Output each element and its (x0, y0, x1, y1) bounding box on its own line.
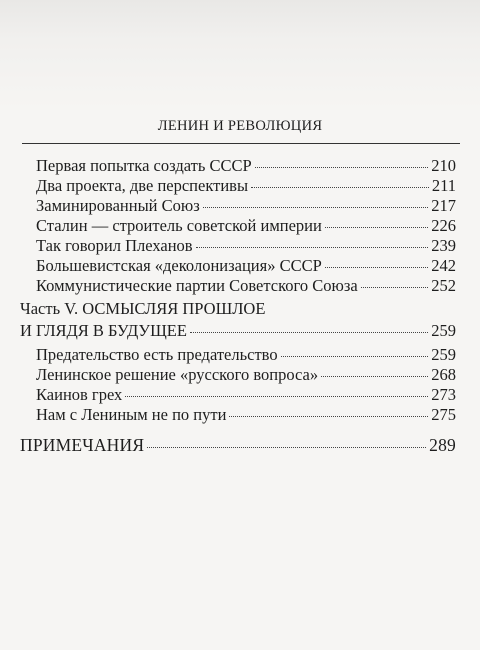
toc-entry-title: Каинов грех (36, 385, 123, 404)
toc-entry-page: 217 (431, 196, 456, 215)
toc-entry-page: 211 (431, 176, 456, 195)
toc-entry-page: 259 (431, 345, 456, 364)
toc-entry (36, 365, 456, 385)
toc-entry-page: 273 (431, 385, 456, 404)
toc-entry (36, 345, 456, 365)
toc-entry (36, 156, 456, 176)
part-heading-page: 259 (431, 321, 456, 340)
toc-entry-page: 226 (431, 216, 456, 235)
toc-entry (36, 405, 456, 425)
part-heading-subtitle: И ГЛЯДЯ В БУДУЩЕЕ (20, 321, 187, 340)
toc-entry-page: 268 (431, 365, 456, 384)
toc-entry-page: 242 (431, 256, 456, 275)
dot-leader (125, 396, 428, 397)
dot-leader (281, 356, 429, 357)
dot-leader (255, 167, 429, 168)
toc-entry (36, 196, 456, 216)
toc-entry (36, 176, 456, 196)
dot-leader (203, 207, 429, 208)
dot-leader (361, 287, 429, 288)
part-heading-title: Часть V. ОСМЫСЛЯЯ ПРОШЛОЕ (20, 299, 266, 318)
running-header: ЛЕНИН И РЕВОЛЮЦИЯ (157, 118, 323, 134)
toc-entry (36, 236, 456, 256)
dot-leader (147, 447, 426, 448)
part-heading-line1 (20, 299, 456, 319)
toc-entry (36, 216, 456, 236)
toc-entry-title: Первая попытка создать СССР (36, 156, 252, 175)
toc-entry-page: 210 (431, 156, 456, 175)
part-heading-line2 (20, 321, 456, 341)
toc-entry (36, 385, 456, 405)
toc-entry-title: Большевистская «деколонизация» СССР (36, 256, 322, 275)
toc-entry-page: 239 (431, 236, 456, 255)
toc-entry-title: Два проекта, две перспективы (36, 176, 249, 195)
dot-leader (325, 267, 428, 268)
dot-leader (321, 376, 428, 377)
toc-entry (36, 276, 456, 296)
dot-leader (229, 416, 428, 417)
toc-entry-title: Нам с Лениным не по пути (36, 405, 227, 424)
dot-leader (196, 247, 429, 248)
toc-entry-title: Заминированный Союз (36, 196, 200, 215)
toc-entry-title: Ленинское решение «русского вопроса» (36, 365, 319, 384)
toc-entry-page: 252 (431, 276, 456, 295)
dot-leader (190, 332, 428, 333)
toc-entry-title: Предательство есть предательство (36, 345, 278, 364)
dot-leader (251, 187, 429, 188)
toc-entry-title: Коммунистические партии Советского Союза (36, 276, 358, 295)
notes-page: 289 (429, 435, 456, 455)
notes-title: ПРИМЕЧАНИЯ (20, 435, 145, 455)
toc-entry-title: Так говорил Плеханов (36, 236, 193, 255)
toc-entry-page: 275 (431, 405, 456, 424)
toc-entry (36, 256, 456, 276)
toc-entry-title: Сталин — строитель советской империи (36, 216, 322, 235)
header-rule (22, 143, 460, 144)
notes-entry (20, 435, 456, 455)
dot-leader (325, 227, 428, 228)
